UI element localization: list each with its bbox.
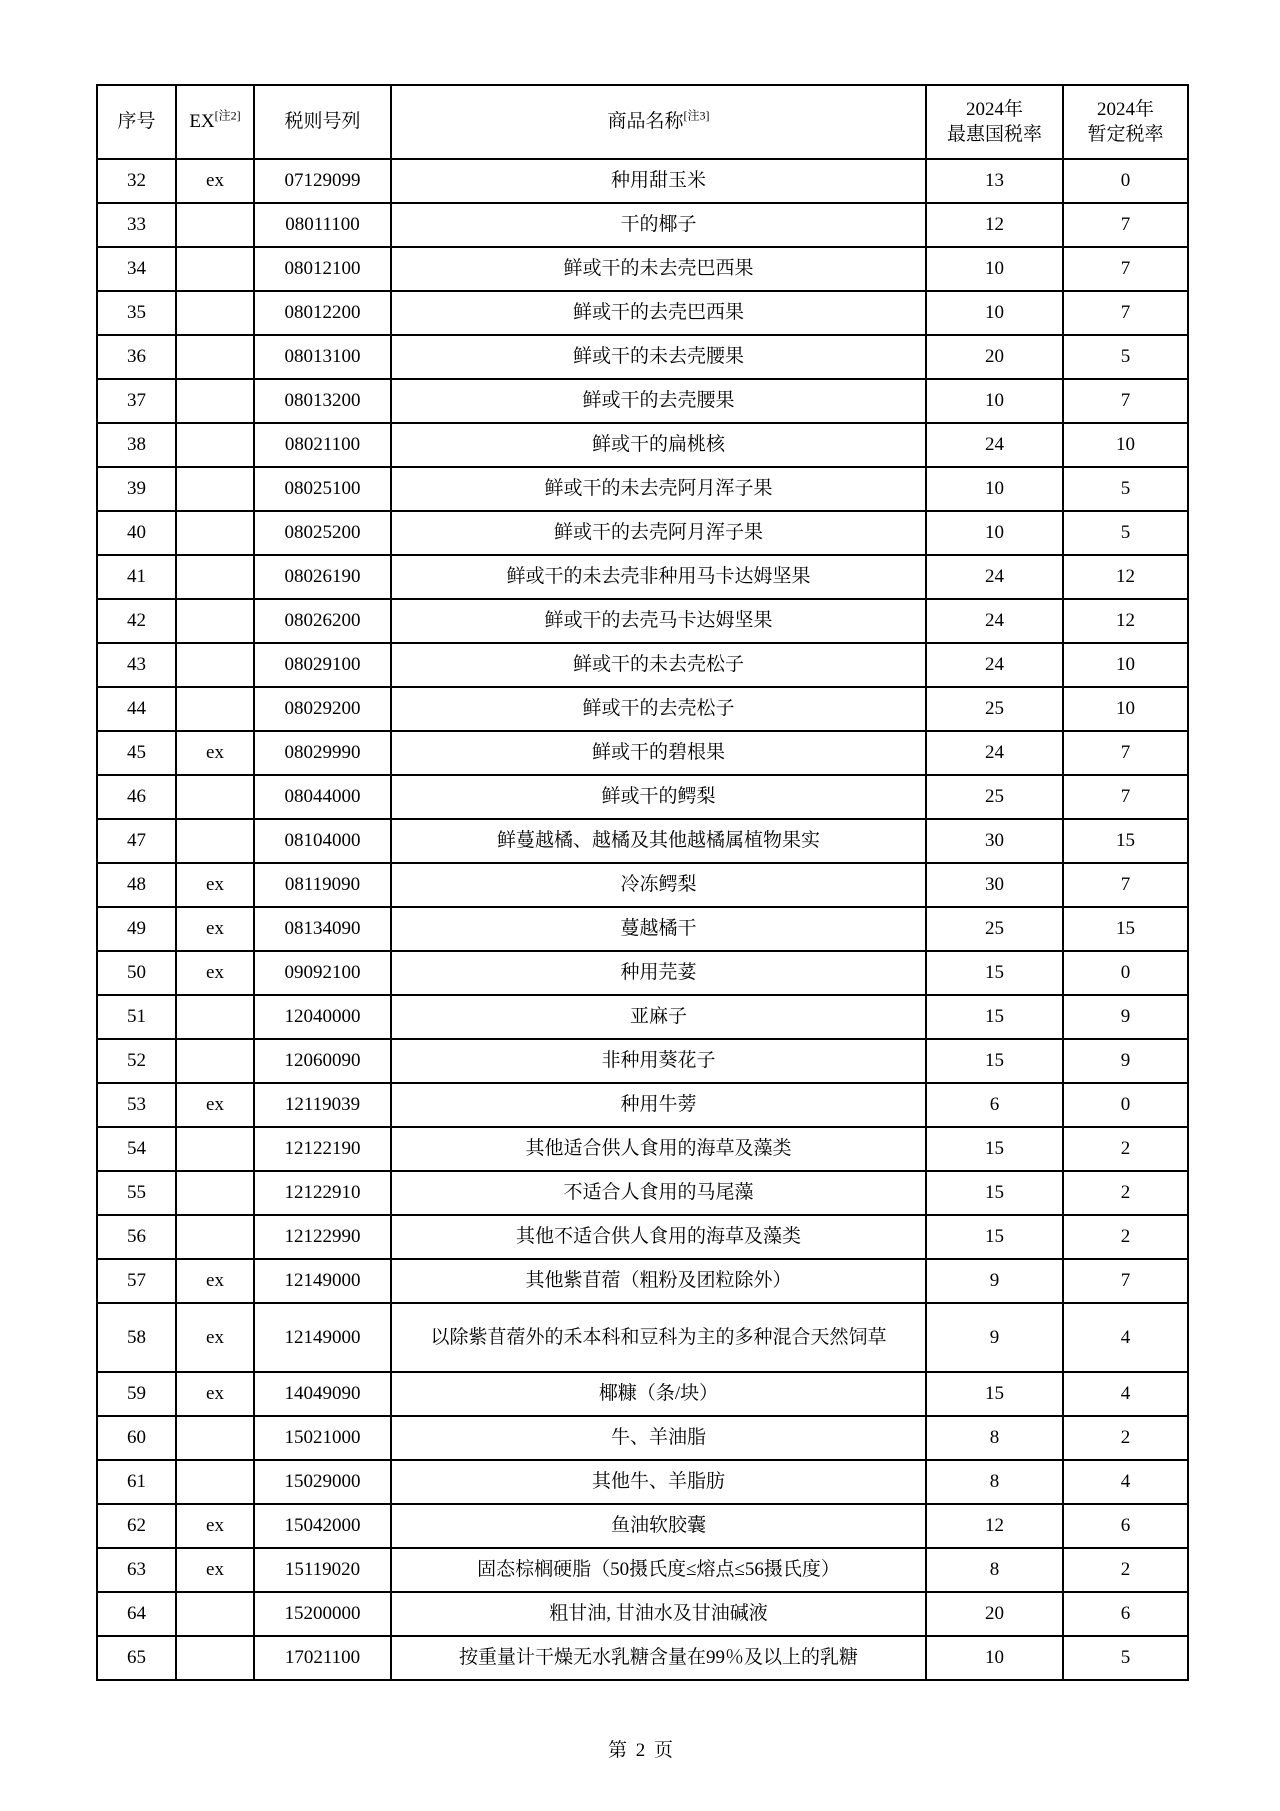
- cell-provisional-rate: 5: [1063, 467, 1188, 511]
- cell-provisional-rate: 0: [1063, 159, 1188, 203]
- cell-product-name: 按重量计干燥无水乳糖含量在99％及以上的乳糖: [391, 1636, 926, 1680]
- cell-serial: 42: [97, 599, 176, 643]
- cell-tariff-code: 08012200: [254, 291, 391, 335]
- cell-ex: [176, 1416, 254, 1460]
- cell-serial: 56: [97, 1215, 176, 1259]
- cell-provisional-rate: 4: [1063, 1372, 1188, 1416]
- table-row: [97, 599, 1188, 643]
- header-provisional-rate-line2: 暂定税率: [1087, 124, 1164, 145]
- cell-serial: 60: [97, 1416, 176, 1460]
- cell-mfn-rate: 13: [926, 159, 1063, 203]
- cell-mfn-rate: 30: [926, 863, 1063, 907]
- table-row: [97, 1636, 1188, 1680]
- cell-serial: 46: [97, 775, 176, 819]
- cell-provisional-rate: 0: [1063, 951, 1188, 995]
- cell-product-name: 干的椰子: [391, 203, 926, 247]
- cell-provisional-rate: 2: [1063, 1548, 1188, 1592]
- cell-tariff-code: 17021100: [254, 1636, 391, 1680]
- table-row: [97, 247, 1188, 291]
- cell-mfn-rate: 25: [926, 687, 1063, 731]
- tariff-table-wrap: [96, 84, 1189, 1681]
- cell-serial: 41: [97, 555, 176, 599]
- cell-serial: 53: [97, 1083, 176, 1127]
- cell-product-name: 鲜或干的碧根果: [391, 731, 926, 775]
- header-tariff-code-label: 税则号列: [284, 111, 361, 133]
- cell-mfn-rate: 10: [926, 467, 1063, 511]
- cell-product-name: 种用芫荽: [391, 951, 926, 995]
- cell-product-name: 其他适合供人食用的海草及藻类: [391, 1127, 926, 1171]
- cell-mfn-rate: 25: [926, 907, 1063, 951]
- cell-provisional-rate: 9: [1063, 995, 1188, 1039]
- cell-product-name: 椰糠（条/块）: [391, 1372, 926, 1416]
- cell-product-name: 粗甘油, 甘油水及甘油碱液: [391, 1592, 926, 1636]
- cell-provisional-rate: 7: [1063, 731, 1188, 775]
- cell-tariff-code: 12122910: [254, 1171, 391, 1215]
- cell-provisional-rate: 7: [1063, 863, 1188, 907]
- cell-product-name: 不适合人食用的马尾藻: [391, 1171, 926, 1215]
- cell-provisional-rate: 15: [1063, 907, 1188, 951]
- table-row: [97, 203, 1188, 247]
- cell-product-name: 鱼油软胶囊: [391, 1504, 926, 1548]
- cell-serial: 52: [97, 1039, 176, 1083]
- cell-mfn-rate: 24: [926, 643, 1063, 687]
- cell-ex: [176, 1039, 254, 1083]
- cell-product-name: 冷冻鳄梨: [391, 863, 926, 907]
- cell-tariff-code: 15119020: [254, 1548, 391, 1592]
- header-row: [97, 85, 1188, 159]
- cell-mfn-rate: 10: [926, 291, 1063, 335]
- cell-mfn-rate: 8: [926, 1416, 1063, 1460]
- cell-ex: [176, 1127, 254, 1171]
- cell-mfn-rate: 15: [926, 1127, 1063, 1171]
- cell-provisional-rate: 7: [1063, 203, 1188, 247]
- cell-mfn-rate: 10: [926, 511, 1063, 555]
- cell-tariff-code: 08119090: [254, 863, 391, 907]
- cell-product-name: 固态棕榈硬脂（50摄氏度≤熔点≤56摄氏度）: [391, 1548, 926, 1592]
- table-row: [97, 1372, 1188, 1416]
- cell-mfn-rate: 24: [926, 555, 1063, 599]
- header-ex-note-sup: [注2]: [214, 109, 241, 124]
- table-row: [97, 863, 1188, 907]
- cell-product-name: 鲜或干的扁桃核: [391, 423, 926, 467]
- cell-mfn-rate: 15: [926, 951, 1063, 995]
- header-tariff-code: [254, 85, 391, 159]
- cell-ex: [176, 423, 254, 467]
- cell-mfn-rate: 15: [926, 1372, 1063, 1416]
- cell-serial: 64: [97, 1592, 176, 1636]
- header-ex: [176, 85, 254, 159]
- cell-product-name: 其他牛、羊脂肪: [391, 1460, 926, 1504]
- cell-product-name: 鲜或干的去壳松子: [391, 687, 926, 731]
- cell-ex: [176, 819, 254, 863]
- cell-mfn-rate: 12: [926, 1504, 1063, 1548]
- cell-tariff-code: 12119039: [254, 1083, 391, 1127]
- cell-serial: 59: [97, 1372, 176, 1416]
- cell-tariff-code: 08026190: [254, 555, 391, 599]
- cell-ex: ex: [176, 159, 254, 203]
- cell-mfn-rate: 24: [926, 599, 1063, 643]
- cell-ex: [176, 1592, 254, 1636]
- header-provisional-rate: [1063, 85, 1188, 159]
- cell-product-name: 蔓越橘干: [391, 907, 926, 951]
- cell-mfn-rate: 15: [926, 1215, 1063, 1259]
- table-row: [97, 467, 1188, 511]
- table-row: [97, 1039, 1188, 1083]
- cell-provisional-rate: 5: [1063, 1636, 1188, 1680]
- cell-ex: ex: [176, 863, 254, 907]
- cell-serial: 58: [97, 1303, 176, 1372]
- table-row: [97, 1083, 1188, 1127]
- cell-tariff-code: 08029100: [254, 643, 391, 687]
- cell-product-name: 鲜或干的未去壳非种用马卡达姆坚果: [391, 555, 926, 599]
- cell-serial: 51: [97, 995, 176, 1039]
- cell-ex: [176, 1636, 254, 1680]
- cell-tariff-code: 08029990: [254, 731, 391, 775]
- cell-tariff-code: 08011100: [254, 203, 391, 247]
- table-row: [97, 1259, 1188, 1303]
- cell-serial: 48: [97, 863, 176, 907]
- cell-tariff-code: 08026200: [254, 599, 391, 643]
- cell-ex: ex: [176, 1548, 254, 1592]
- table-row: [97, 643, 1188, 687]
- cell-provisional-rate: 10: [1063, 423, 1188, 467]
- cell-provisional-rate: 2: [1063, 1127, 1188, 1171]
- header-mfn-rate-line1: 2024年: [965, 98, 1023, 120]
- cell-tariff-code: 12149000: [254, 1303, 391, 1372]
- cell-ex: [176, 1215, 254, 1259]
- cell-serial: 39: [97, 467, 176, 511]
- cell-tariff-code: 12040000: [254, 995, 391, 1039]
- cell-provisional-rate: 2: [1063, 1171, 1188, 1215]
- cell-product-name: 以除紫苜蓿外的禾本科和豆科为主的多种混合天然饲草: [391, 1303, 926, 1372]
- cell-provisional-rate: 5: [1063, 511, 1188, 555]
- table-row: [97, 819, 1188, 863]
- cell-provisional-rate: 2: [1063, 1215, 1188, 1259]
- cell-product-name: 鲜或干的未去壳腰果: [391, 335, 926, 379]
- cell-ex: ex: [176, 1504, 254, 1548]
- cell-serial: 36: [97, 335, 176, 379]
- cell-ex: ex: [176, 731, 254, 775]
- cell-product-name: 种用牛蒡: [391, 1083, 926, 1127]
- cell-ex: ex: [176, 1303, 254, 1372]
- cell-tariff-code: 08021100: [254, 423, 391, 467]
- cell-mfn-rate: 15: [926, 1039, 1063, 1083]
- cell-mfn-rate: 24: [926, 423, 1063, 467]
- cell-serial: 44: [97, 687, 176, 731]
- cell-product-name: 鲜或干的未去壳松子: [391, 643, 926, 687]
- cell-provisional-rate: 7: [1063, 379, 1188, 423]
- cell-provisional-rate: 4: [1063, 1303, 1188, 1372]
- cell-ex: [176, 335, 254, 379]
- table-row: [97, 379, 1188, 423]
- cell-tariff-code: 12149000: [254, 1259, 391, 1303]
- table-row: [97, 511, 1188, 555]
- cell-tariff-code: 14049090: [254, 1372, 391, 1416]
- table-row: [97, 1416, 1188, 1460]
- cell-product-name: 亚麻子: [391, 995, 926, 1039]
- cell-mfn-rate: 8: [926, 1548, 1063, 1592]
- cell-tariff-code: 12122190: [254, 1127, 391, 1171]
- cell-product-name: 鲜或干的未去壳阿月浑子果: [391, 467, 926, 511]
- cell-mfn-rate: 6: [926, 1083, 1063, 1127]
- cell-ex: [176, 247, 254, 291]
- cell-ex: [176, 511, 254, 555]
- cell-ex: ex: [176, 907, 254, 951]
- header-provisional-rate-line1: 2024年: [1096, 98, 1154, 120]
- cell-ex: [176, 1171, 254, 1215]
- table-row: [97, 1548, 1188, 1592]
- cell-provisional-rate: 5: [1063, 335, 1188, 379]
- cell-tariff-code: 08029200: [254, 687, 391, 731]
- cell-ex: ex: [176, 951, 254, 995]
- table-body: [97, 159, 1188, 1680]
- table-row: [97, 159, 1188, 203]
- cell-ex: [176, 643, 254, 687]
- cell-product-name: 其他不适合供人食用的海草及藻类: [391, 1215, 926, 1259]
- cell-tariff-code: 08025100: [254, 467, 391, 511]
- cell-serial: 49: [97, 907, 176, 951]
- cell-product-name: 鲜蔓越橘、越橘及其他越橘属植物果实: [391, 819, 926, 863]
- cell-provisional-rate: 10: [1063, 687, 1188, 731]
- cell-serial: 38: [97, 423, 176, 467]
- cell-serial: 55: [97, 1171, 176, 1215]
- cell-serial: 45: [97, 731, 176, 775]
- cell-mfn-rate: 9: [926, 1259, 1063, 1303]
- cell-ex: [176, 775, 254, 819]
- cell-provisional-rate: 12: [1063, 599, 1188, 643]
- cell-serial: 65: [97, 1636, 176, 1680]
- cell-product-name: 鲜或干的去壳阿月浑子果: [391, 511, 926, 555]
- cell-product-name: 鲜或干的去壳腰果: [391, 379, 926, 423]
- cell-mfn-rate: 8: [926, 1460, 1063, 1504]
- cell-ex: [176, 291, 254, 335]
- table-row: [97, 1171, 1188, 1215]
- cell-mfn-rate: 15: [926, 995, 1063, 1039]
- cell-provisional-rate: 6: [1063, 1504, 1188, 1548]
- cell-ex: [176, 995, 254, 1039]
- cell-provisional-rate: 4: [1063, 1460, 1188, 1504]
- table-row: [97, 335, 1188, 379]
- table-row: [97, 1215, 1188, 1259]
- cell-tariff-code: 15029000: [254, 1460, 391, 1504]
- cell-tariff-code: 15021000: [254, 1416, 391, 1460]
- cell-mfn-rate: 10: [926, 247, 1063, 291]
- cell-ex: ex: [176, 1372, 254, 1416]
- cell-ex: [176, 203, 254, 247]
- cell-provisional-rate: 12: [1063, 555, 1188, 599]
- table-row: [97, 731, 1188, 775]
- cell-product-name: 鲜或干的去壳巴西果: [391, 291, 926, 335]
- cell-tariff-code: 08012100: [254, 247, 391, 291]
- cell-serial: 63: [97, 1548, 176, 1592]
- header-product-name: [391, 85, 926, 159]
- table-row: [97, 423, 1188, 467]
- cell-serial: 57: [97, 1259, 176, 1303]
- cell-tariff-code: 08104000: [254, 819, 391, 863]
- table-row: [97, 907, 1188, 951]
- cell-serial: 35: [97, 291, 176, 335]
- cell-mfn-rate: 25: [926, 775, 1063, 819]
- cell-mfn-rate: 9: [926, 1303, 1063, 1372]
- cell-mfn-rate: 15: [926, 1171, 1063, 1215]
- cell-ex: [176, 379, 254, 423]
- tariff-table: [96, 84, 1189, 1681]
- cell-tariff-code: 09092100: [254, 951, 391, 995]
- cell-product-name: 种用甜玉米: [391, 159, 926, 203]
- cell-tariff-code: 12122990: [254, 1215, 391, 1259]
- cell-mfn-rate: 30: [926, 819, 1063, 863]
- table-row: [97, 1127, 1188, 1171]
- cell-serial: 62: [97, 1504, 176, 1548]
- cell-serial: 54: [97, 1127, 176, 1171]
- cell-serial: 37: [97, 379, 176, 423]
- cell-provisional-rate: 7: [1063, 1259, 1188, 1303]
- table-row: [97, 291, 1188, 335]
- cell-tariff-code: 12060090: [254, 1039, 391, 1083]
- cell-provisional-rate: 7: [1063, 291, 1188, 335]
- cell-product-name: 鲜或干的鳄梨: [391, 775, 926, 819]
- cell-tariff-code: 08134090: [254, 907, 391, 951]
- cell-product-name: 非种用葵花子: [391, 1039, 926, 1083]
- header-serial: [97, 85, 176, 159]
- cell-provisional-rate: 9: [1063, 1039, 1188, 1083]
- cell-tariff-code: 08013200: [254, 379, 391, 423]
- cell-mfn-rate: 12: [926, 203, 1063, 247]
- cell-ex: ex: [176, 1259, 254, 1303]
- cell-mfn-rate: 20: [926, 1592, 1063, 1636]
- cell-product-name: 鲜或干的未去壳巴西果: [391, 247, 926, 291]
- table-row: [97, 775, 1188, 819]
- cell-provisional-rate: 6: [1063, 1592, 1188, 1636]
- table-row: [97, 1303, 1188, 1372]
- cell-tariff-code: 15042000: [254, 1504, 391, 1548]
- cell-serial: 47: [97, 819, 176, 863]
- cell-tariff-code: 15200000: [254, 1592, 391, 1636]
- header-serial-label: 序号: [117, 111, 156, 133]
- cell-serial: 34: [97, 247, 176, 291]
- table-row: [97, 995, 1188, 1039]
- header-mfn-rate: [926, 85, 1063, 159]
- cell-provisional-rate: 7: [1063, 247, 1188, 291]
- table-row: [97, 1592, 1188, 1636]
- cell-provisional-rate: 10: [1063, 643, 1188, 687]
- cell-ex: [176, 599, 254, 643]
- cell-tariff-code: 08044000: [254, 775, 391, 819]
- header-product-name-label: 商品名称: [607, 111, 684, 133]
- table-row: [97, 1460, 1188, 1504]
- header-mfn-rate-line2: 最惠国税率: [946, 124, 1042, 145]
- cell-product-name: 牛、羊油脂: [391, 1416, 926, 1460]
- table-row: [97, 1504, 1188, 1548]
- cell-product-name: 鲜或干的去壳马卡达姆坚果: [391, 599, 926, 643]
- table-row: [97, 687, 1188, 731]
- cell-tariff-code: 08013100: [254, 335, 391, 379]
- header-ex-label: EX: [189, 111, 215, 133]
- cell-provisional-rate: 0: [1063, 1083, 1188, 1127]
- cell-serial: 61: [97, 1460, 176, 1504]
- cell-serial: 50: [97, 951, 176, 995]
- cell-mfn-rate: 10: [926, 379, 1063, 423]
- cell-ex: ex: [176, 1083, 254, 1127]
- cell-serial: 33: [97, 203, 176, 247]
- header-product-note-sup: [注3]: [683, 109, 710, 124]
- cell-tariff-code: 08025200: [254, 511, 391, 555]
- cell-serial: 43: [97, 643, 176, 687]
- cell-ex: [176, 1460, 254, 1504]
- cell-ex: [176, 467, 254, 511]
- page-number: 第 2 页: [607, 1740, 675, 1761]
- cell-mfn-rate: 20: [926, 335, 1063, 379]
- cell-provisional-rate: 15: [1063, 819, 1188, 863]
- table-row: [97, 555, 1188, 599]
- cell-provisional-rate: 2: [1063, 1416, 1188, 1460]
- cell-ex: [176, 687, 254, 731]
- cell-mfn-rate: 24: [926, 731, 1063, 775]
- cell-product-name: 其他紫苜蓿（粗粉及团粒除外）: [391, 1259, 926, 1303]
- cell-provisional-rate: 7: [1063, 775, 1188, 819]
- cell-ex: [176, 555, 254, 599]
- cell-serial: 40: [97, 511, 176, 555]
- table-header: [97, 85, 1188, 159]
- cell-tariff-code: 07129099: [254, 159, 391, 203]
- cell-serial: 32: [97, 159, 176, 203]
- cell-mfn-rate: 10: [926, 1636, 1063, 1680]
- table-row: [97, 951, 1188, 995]
